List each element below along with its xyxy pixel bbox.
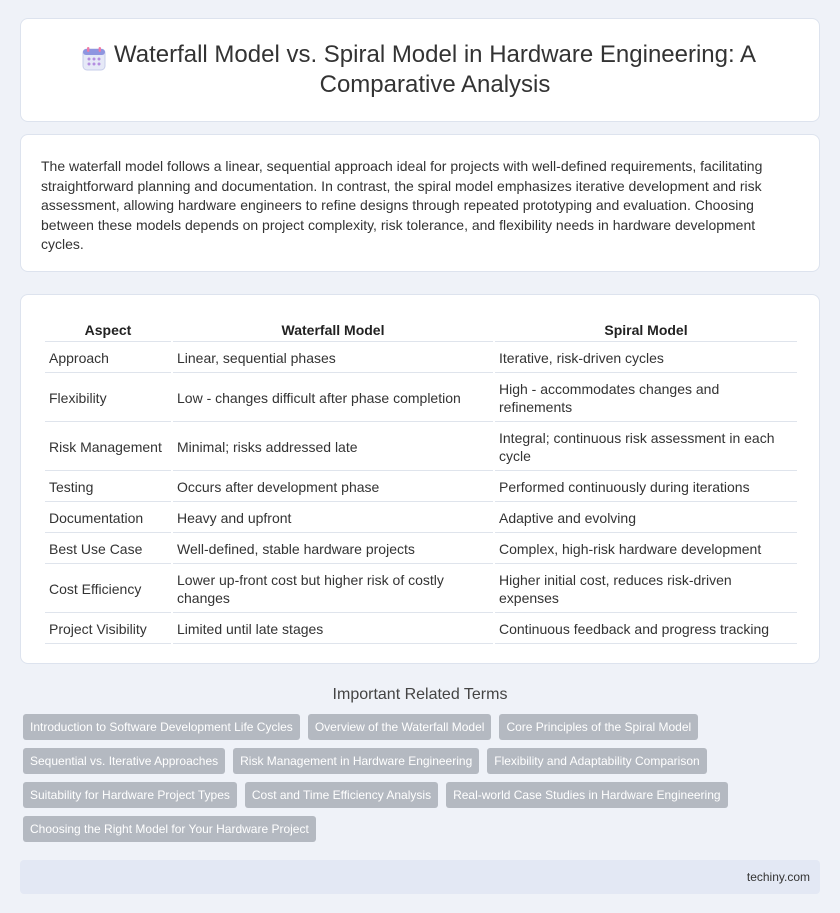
table-row bbox=[45, 566, 797, 613]
cell-waterfall: Lower up-front cost but higher risk of costly changes bbox=[173, 566, 493, 613]
cell-waterfall: Limited until late stages bbox=[173, 615, 493, 644]
table-row bbox=[45, 473, 797, 502]
related-term-tag[interactable]: Overview of the Waterfall Model bbox=[308, 714, 492, 740]
header-aspect: Aspect bbox=[45, 319, 171, 342]
cell-aspect: Approach bbox=[45, 344, 171, 373]
table-row bbox=[45, 504, 797, 533]
related-term-tag[interactable]: Suitability for Hardware Project Types bbox=[23, 782, 237, 808]
cell-spiral: Performed continuously during iterations bbox=[495, 473, 797, 502]
related-term-tag[interactable]: Sequential vs. Iterative Approaches bbox=[23, 748, 225, 774]
related-term-tag[interactable]: Cost and Time Efficiency Analysis bbox=[245, 782, 438, 808]
table-row bbox=[45, 615, 797, 644]
cell-spiral: Adaptive and evolving bbox=[495, 504, 797, 533]
table-row bbox=[45, 424, 797, 471]
related-term-tag[interactable]: Real-world Case Studies in Hardware Engineering bbox=[446, 782, 727, 808]
table-row bbox=[45, 535, 797, 564]
header-waterfall: Waterfall Model bbox=[173, 319, 493, 342]
cell-spiral: Continuous feedback and progress tracking bbox=[495, 615, 797, 644]
related-terms-title: Important Related Terms bbox=[332, 686, 508, 703]
cell-aspect: Testing bbox=[45, 473, 171, 502]
intro-paragraph: The waterfall model follows a linear, sequential approach ideal for projects with well-defined requirements, facilitating straightforward planning and documentation. In contrast, the spiral model emphasizes iterative development and risk assessment, allowing hardware engineers to refine designs through repeated prototyping and evaluation. Choosing between these models depends on project complexity, risk tolerance, and flexibility needs in hardware development cycles. bbox=[41, 158, 763, 253]
table-header-row bbox=[45, 319, 797, 342]
footer bbox=[20, 860, 820, 894]
comparison-card bbox=[20, 294, 820, 664]
table-row bbox=[45, 344, 797, 373]
related-term-tag[interactable]: Flexibility and Adaptability Comparison bbox=[487, 748, 706, 774]
related-terms-list bbox=[20, 714, 820, 850]
cell-spiral: High - accommodates changes and refinements bbox=[495, 375, 797, 422]
cell-aspect: Best Use Case bbox=[45, 535, 171, 564]
table-row bbox=[45, 375, 797, 422]
calendar-icon bbox=[81, 46, 107, 72]
cell-waterfall: Well-defined, stable hardware projects bbox=[173, 535, 493, 564]
footer-site-link[interactable]: techiny.com bbox=[746, 870, 810, 884]
cell-aspect: Flexibility bbox=[45, 375, 171, 422]
cell-spiral: Higher initial cost, reduces risk-driven expenses bbox=[495, 566, 797, 613]
intro-card bbox=[20, 134, 820, 272]
cell-aspect: Cost Efficiency bbox=[45, 566, 171, 613]
related-term-tag[interactable]: Risk Management in Hardware Engineering bbox=[233, 748, 479, 774]
related-term-tag[interactable]: Introduction to Software Development Life Cycles bbox=[23, 714, 300, 740]
cell-waterfall: Heavy and upfront bbox=[173, 504, 493, 533]
cell-aspect: Project Visibility bbox=[45, 615, 171, 644]
related-term-tag[interactable]: Core Principles of the Spiral Model bbox=[499, 714, 698, 740]
cell-waterfall: Minimal; risks addressed late bbox=[173, 424, 493, 471]
cell-waterfall: Linear, sequential phases bbox=[173, 344, 493, 373]
cell-spiral: Complex, high-risk hardware development bbox=[495, 535, 797, 564]
cell-waterfall: Occurs after development phase bbox=[173, 473, 493, 502]
title-card bbox=[20, 18, 820, 122]
comparison-table bbox=[43, 317, 799, 646]
cell-aspect: Documentation bbox=[45, 504, 171, 533]
cell-spiral: Iterative, risk-driven cycles bbox=[495, 344, 797, 373]
page-title: Waterfall Model vs. Spiral Model in Hardware Engineering: A Comparative Analysis bbox=[113, 41, 757, 98]
cell-aspect: Risk Management bbox=[45, 424, 171, 471]
header-spiral: Spiral Model bbox=[495, 319, 797, 342]
cell-waterfall: Low - changes difficult after phase completion bbox=[173, 375, 493, 422]
cell-spiral: Integral; continuous risk assessment in each cycle bbox=[495, 424, 797, 471]
related-term-tag[interactable]: Choosing the Right Model for Your Hardware Project bbox=[23, 816, 316, 842]
